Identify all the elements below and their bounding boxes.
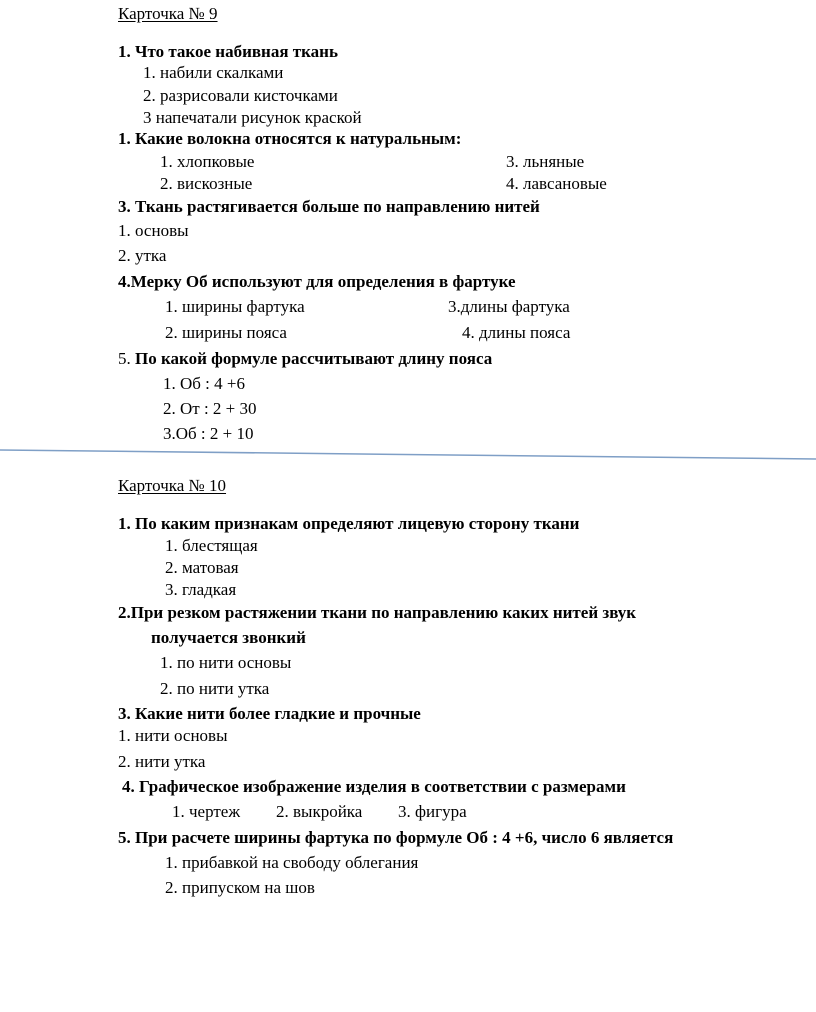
card-10-question-3: 3. Какие нити более гладкие и прочные <box>118 704 421 723</box>
card-9-title: Карточка № 9 <box>118 4 218 23</box>
card-10-question-2-line-2: получается звонкий <box>151 628 306 647</box>
card-9-question-3: 3. Ткань растягивается больше по направлению нитей <box>118 197 540 216</box>
card-9-q2-option-4: 4. лавсановые <box>506 174 607 193</box>
card-10-question-1: 1. По каким признакам определяют лицевую сторону ткани <box>118 514 580 533</box>
card-10-q2-option-2: 2. по нити утка <box>160 679 270 698</box>
card-9-q2-option-3: 3. льняные <box>506 152 585 171</box>
card-9-q5-text: По какой формуле рассчитывают длину пояса <box>135 349 493 368</box>
card-9-q1-option-2: 2. разрисовали кисточками <box>143 86 338 105</box>
card-10-q5-option-2: 2. припуском на шов <box>165 878 315 897</box>
card-9-q4-option-2: 2. ширины пояса <box>165 323 287 342</box>
card-10-q4-option-1: 1. чертеж <box>172 802 241 821</box>
card-10-q1-option-1: 1. блестящая <box>165 536 258 555</box>
card-9-q4-option-3: 3.длины фартука <box>448 297 570 316</box>
card-9-question-4: 4.Мерку Об используют для определения в фартуке <box>118 272 516 291</box>
card-9-q5-number: 5. <box>118 349 131 368</box>
card-10-title: Карточка № 10 <box>118 476 227 495</box>
card-10-q1-option-2: 2. матовая <box>165 558 239 577</box>
card-10-q3-option-1: 1. нити основы <box>118 726 228 745</box>
card-10-question-4: 4. Графическое изображение изделия в соответствии с размерами <box>122 777 626 796</box>
card-9-q5-option-2: 2. От : 2 + 30 <box>163 399 257 418</box>
card-10-q4-option-3: 3. фигура <box>398 802 467 821</box>
card-9-q4-option-4: 4. длины пояса <box>462 323 571 342</box>
card-9-q2-option-2: 2. вискозные <box>160 174 253 193</box>
card-9-question-5 <box>118 349 492 369</box>
card-10-q1-option-3: 3. гладкая <box>165 580 237 599</box>
card-9-question-1: 1. Что такое набивная ткань <box>118 42 338 61</box>
card-10-question-2-line-1: 2.При резком растяжении ткани по направлению каких нитей звук <box>118 603 637 622</box>
card-9-q5-option-1: 1. Об : 4 +6 <box>163 374 245 393</box>
card-10-question-5: 5. При расчете ширины фартука по формуле Об : 4 +6, число 6 является <box>118 828 674 847</box>
card-9-q3-option-1: 1. основы <box>118 221 189 240</box>
card-10-q4-option-2: 2. выкройка <box>276 802 363 821</box>
card-9-q2-option-1: 1. хлопковые <box>160 152 255 171</box>
card-divider-line <box>0 448 816 462</box>
card-9-question-2: 1. Какие волокна относятся к натуральным: <box>118 129 462 148</box>
card-9-q4-option-1: 1. ширины фартука <box>165 297 305 316</box>
card-9-q1-option-3: 3 напечатали рисунок краской <box>143 108 362 127</box>
card-10-q2-option-1: 1. по нити основы <box>160 653 292 672</box>
card-9-q1-option-1: 1. набили скалками <box>143 63 284 82</box>
card-10-q3-option-2: 2. нити утка <box>118 752 206 771</box>
card-10-q5-option-1: 1. прибавкой на свободу облегания <box>165 853 419 872</box>
card-9-q5-option-3: 3.Об : 2 + 10 <box>163 424 254 443</box>
card-9-q3-option-2: 2. утка <box>118 246 167 265</box>
